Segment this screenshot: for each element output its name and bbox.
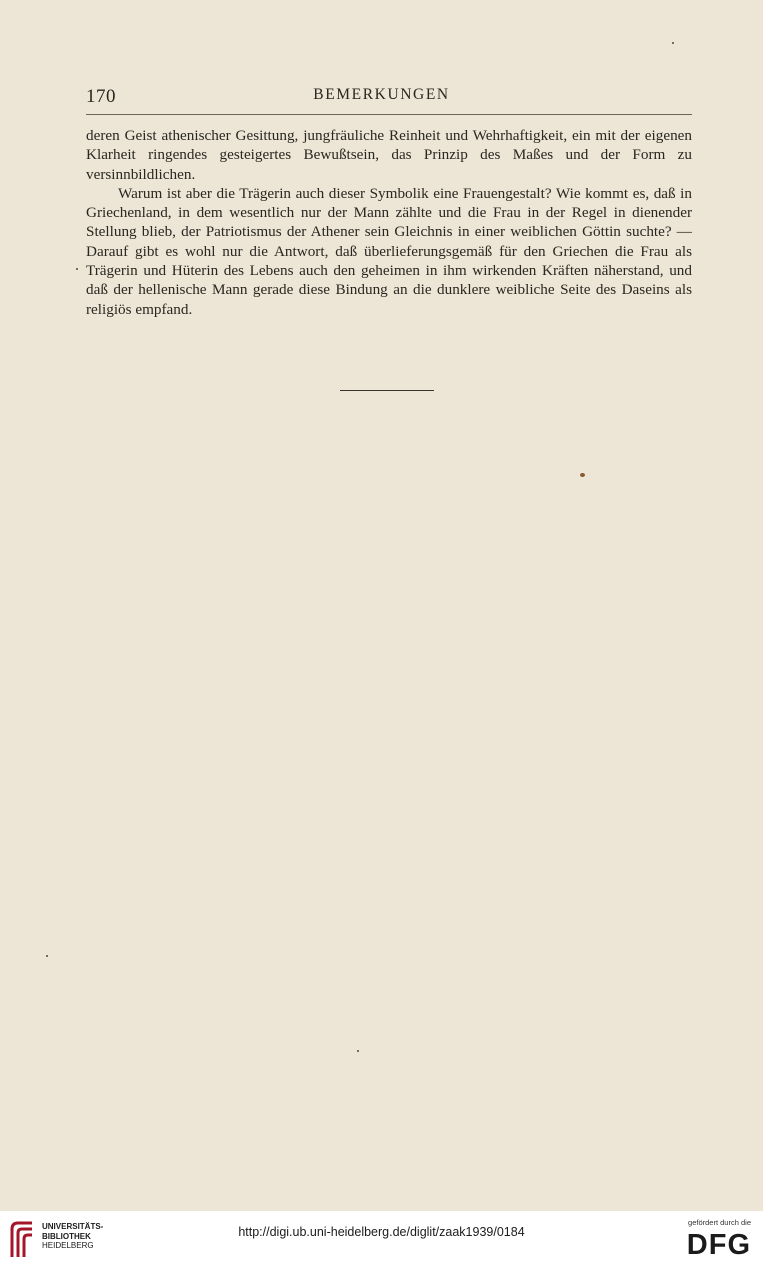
section-end-rule <box>340 390 434 391</box>
body-text <box>86 126 692 319</box>
page-number: 170 <box>86 86 116 107</box>
header-rule <box>86 114 692 115</box>
footer-bar <box>0 1211 763 1267</box>
dfg-logo: DFG <box>686 1229 751 1261</box>
paper-speck <box>672 42 674 44</box>
running-head: BEMERKUNGEN <box>313 86 450 103</box>
paragraph-1: deren Geist athenischer Gesittung, jungfräuliche Reinheit und Wehrhaftigkeit, ein mit der eigenen Klarheit ringendes gesteigertes Bewußtsein, das Prinzip des Maßes und der Form zu versinnbildlichen. <box>86 127 692 183</box>
library-name-line3: HEIDELBERG <box>42 1241 94 1250</box>
paragraph-2: Warum ist aber die Trägerin auch dieser Symbolik eine Frauengestalt? Wie kommt es, daß in Griechenland, in dem wesentlich nur der Mann zählte und die Frau in der Regel in dienender Stellung blieb, der Patriotismus der Athener sein Gleichnis in einer weiblichen Göttin suchte? — Darauf gibt es wohl nur die Antwort, daß überlieferungsgemäß für den Griechen die Frau als Trägerin und Hüterin des Lebens auch den geheimen in ihm wirkenden Kräften näherstand, und daß der hellenische Mann gerade diese Bindung an die dunklere weibliche Seite des Daseins als religiös empfand. <box>86 184 692 318</box>
permalink-url[interactable]: http://digi.ub.uni-heidelberg.de/diglit/zaak1939/0184 <box>238 1225 525 1239</box>
library-name-line1: UNIVERSITÄTS- <box>42 1222 104 1231</box>
library-name-line2: BIBLIOTHEK <box>42 1231 91 1241</box>
paper-speck <box>357 1050 359 1052</box>
funded-by-label: gefördert durch die <box>688 1218 751 1227</box>
paper-speck <box>580 473 585 477</box>
paper-speck <box>46 955 48 957</box>
paper-speck <box>76 268 78 270</box>
